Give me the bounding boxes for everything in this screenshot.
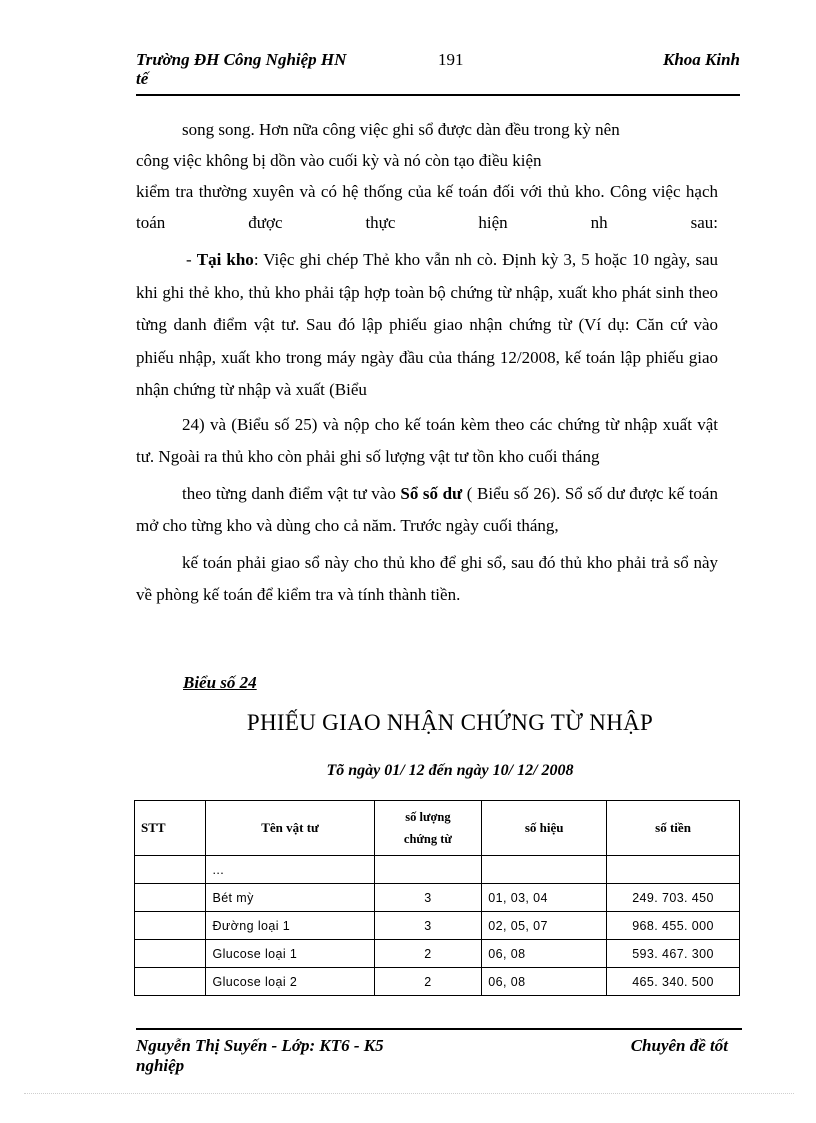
col-qty-line1: số lượng xyxy=(405,810,451,824)
page-edge-divider xyxy=(24,1093,794,1094)
header-school-line2: tế xyxy=(136,69,149,88)
body-text xyxy=(136,114,718,612)
receipt-table xyxy=(134,800,740,996)
cell-stt xyxy=(135,856,206,884)
cell-stt xyxy=(135,884,206,912)
cell-stt xyxy=(135,968,206,996)
dash-prefix: - xyxy=(186,250,197,269)
cell-amount: 465. 340. 500 xyxy=(607,968,740,996)
footer-author-line2: nghiệp xyxy=(136,1056,185,1075)
paragraph-5-text: ( Biểu số 26). Sổ số dư được kế toán mở cho từng kho và dùng cho cả năm. Trước ngày cuối tháng, xyxy=(136,483,718,535)
paragraph-3-text: : Việc ghi chép Thẻ kho vẫn nh cò. Định kỳ 3, 5 hoặc 10 ngày, sau khi ghi thẻ kho, thủ kho phải tập hợp toàn bộ chứng từ nhập, xuất kho phát sinh theo từng danh điểm vật tư. Sau đó lập phiếu giao nhận chứng từ (Ví dụ: Căn cứ vào phiếu nhập, xuất kho trong máy ngày đầu của tháng 12/2008, kế toán lập phiếu giao nhận chứng từ nhập và xuất (Biểu xyxy=(136,250,718,399)
paragraph-1-line-1: song song. Hơn nữa công việc ghi sổ được dàn đều trong kỳ nên xyxy=(182,120,620,139)
col-qty xyxy=(374,801,482,856)
header-school-line1: Trường ĐH Công Nghiệp HN xyxy=(136,50,347,69)
cell-stt xyxy=(135,940,206,968)
paragraph-3 xyxy=(136,244,718,407)
paragraph-6: kế toán phải giao sổ này cho thủ kho để ghi sổ, sau đó thủ kho phải trả sổ này về phòng kế toán để kiểm tra và tính thành tiền. xyxy=(136,552,718,604)
cell-name: ... xyxy=(206,856,374,884)
cell-qty: 2 xyxy=(374,940,482,968)
page-footer xyxy=(136,1028,742,1075)
table-row xyxy=(135,884,740,912)
table-row xyxy=(135,856,740,884)
cell-code: 06, 08 xyxy=(482,940,607,968)
so-so-du-label: Sổ số dư xyxy=(400,483,463,503)
page-header xyxy=(136,50,740,96)
col-name: Tên vật tư xyxy=(206,801,374,856)
footer-author xyxy=(136,1036,436,1076)
table-row xyxy=(135,912,740,940)
cell-stt xyxy=(135,912,206,940)
paragraph-2: kiểm tra thường xuyên và có hệ thống của kế toán đối với thủ kho. Công việc hạch toán được thực hiện nh sau: xyxy=(136,182,718,232)
cell-name: Bét mỳ xyxy=(206,884,374,912)
tai-kho-label: Tại kho xyxy=(196,250,254,269)
cell-amount xyxy=(607,856,740,884)
cell-code: 01, 03, 04 xyxy=(482,884,607,912)
table-row xyxy=(135,968,740,996)
paragraph-5 xyxy=(136,478,718,543)
cell-qty xyxy=(374,856,482,884)
col-amount: số tiền xyxy=(607,801,740,856)
page-number: 191 xyxy=(438,50,464,69)
cell-code: 06, 08 xyxy=(482,968,607,996)
cell-qty: 3 xyxy=(374,884,482,912)
paragraph-5-prefix: theo từng danh điểm vật tư vào xyxy=(182,483,401,503)
cell-name: Đường loại 1 xyxy=(206,912,374,940)
cell-amount: 249. 703. 450 xyxy=(607,884,740,912)
form-label: Biểu số 24 xyxy=(183,673,257,692)
col-code: số hiệu xyxy=(482,801,607,856)
form-date-range: Tõ ngày 01/ 12 đến ngày 10/ 12/ 2008 xyxy=(326,762,574,779)
cell-code: 02, 05, 07 xyxy=(482,912,607,940)
footer-author-line1: Nguyễn Thị Suyến - Lớp: KT6 - K5 xyxy=(136,1036,384,1055)
cell-qty: 2 xyxy=(374,968,482,996)
form-title: PHIẾU GIAO NHẬN CHỨNG TỪ NHẬP xyxy=(246,710,654,735)
cell-name: Glucose loại 1 xyxy=(206,940,374,968)
paragraph-4: 24) và (Biểu số 25) và nộp cho kế toán kèm theo các chứng từ nhập xuất vật tư. Ngoài ra thủ kho còn phải ghi số lượng vật tư tồn kho cuối tháng xyxy=(136,414,718,466)
cell-amount: 593. 467. 300 xyxy=(607,940,740,968)
table-header-row xyxy=(135,801,740,856)
cell-name: Glucose loại 2 xyxy=(206,968,374,996)
table-row xyxy=(135,940,740,968)
footer-title: Chuyên đề tốt xyxy=(630,1036,728,1055)
col-qty-line2: chứng từ xyxy=(403,832,452,846)
cell-qty: 3 xyxy=(374,912,482,940)
col-stt: STT xyxy=(135,801,206,856)
cell-code xyxy=(482,856,607,884)
header-school xyxy=(136,50,386,88)
cell-amount: 968. 455. 000 xyxy=(607,912,740,940)
header-faculty: Khoa Kinh xyxy=(662,50,740,69)
paragraph-1-line-2: công việc không bị dồn vào cuối kỳ và nó còn tạo điều kiện xyxy=(136,151,542,170)
